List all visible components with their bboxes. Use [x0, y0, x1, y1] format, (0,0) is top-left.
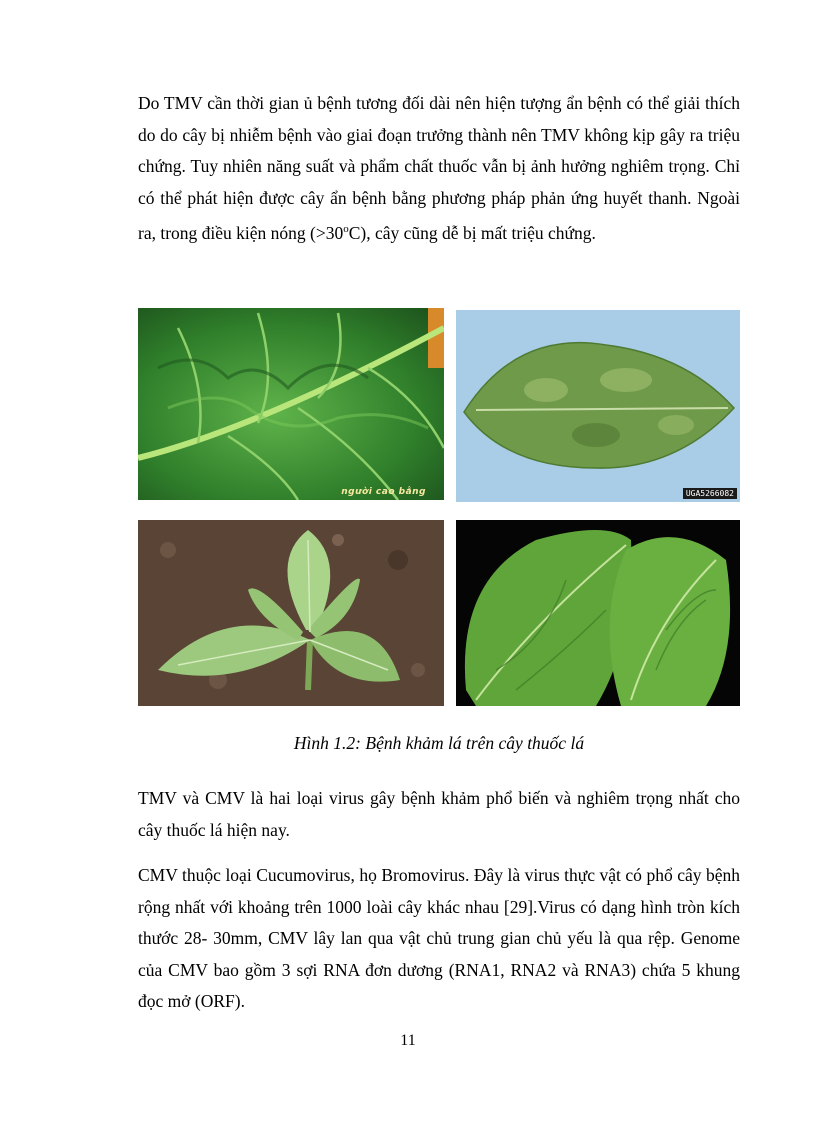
paragraph-1 — [138, 88, 740, 249]
paragraph-2: TMV và CMV là hai loại virus gây bệnh khảm phổ biến và nghiêm trọng nhất cho cây thuốc lá hiện nay. — [138, 788, 740, 840]
photo-two-leaves — [456, 520, 740, 706]
photo-tobacco-plant — [138, 520, 444, 706]
page-number: 11 — [400, 1032, 416, 1049]
paragraph-3: CMV thuộc loại Cucumovirus, họ Bromovirus. Đây là virus thực vật có phổ cây bệnh rộng nhất với khoảng trên 1000 loài cây khác nhau [29].Virus có dạng hình tròn kích thước 28- 30mm, CMV lây lan qua vật chủ trung gian chủ yếu là qua rệp. Genome của CMV bao gồm 3 sợi RNA đơn dương (RNA1, RNA2 và RNA3) chứa 5 khung đọc mở (ORF). — [138, 865, 740, 1011]
watermark-2: UGA5266082 — [683, 488, 737, 499]
paragraph-1-tail: C), cây cũng dễ bị mất triệu chứng. — [348, 222, 596, 243]
watermark-1: người cao bằng — [341, 487, 426, 497]
degree-sup: o — [343, 223, 349, 235]
photo-leaf-closeup — [138, 308, 444, 500]
paragraph-1-text: Do TMV cần thời gian ủ bệnh tương đối dài nên hiện tượng ẩn bệnh có thể giải thích do do cây bị nhiễm bệnh vào giai đoạn trưởng thành nên TMV không kịp gây ra triệu chứng. Tuy nhiên năng suất và phẩm chất thuốc vẫn bị ảnh hưởng nghiêm trọng. Chỉ có thể phát hiện được cây ẩn bệnh bằng phương pháp phản ứng huyết thanh. Ngoài ra, trong điều kiện nóng (>30 — [138, 93, 740, 243]
photo-single-leaf — [456, 310, 740, 502]
figure-caption: Hình 1.2: Bệnh khảm lá trên cây thuốc lá — [293, 733, 585, 753]
figure-mosaic-disease — [138, 308, 740, 706]
